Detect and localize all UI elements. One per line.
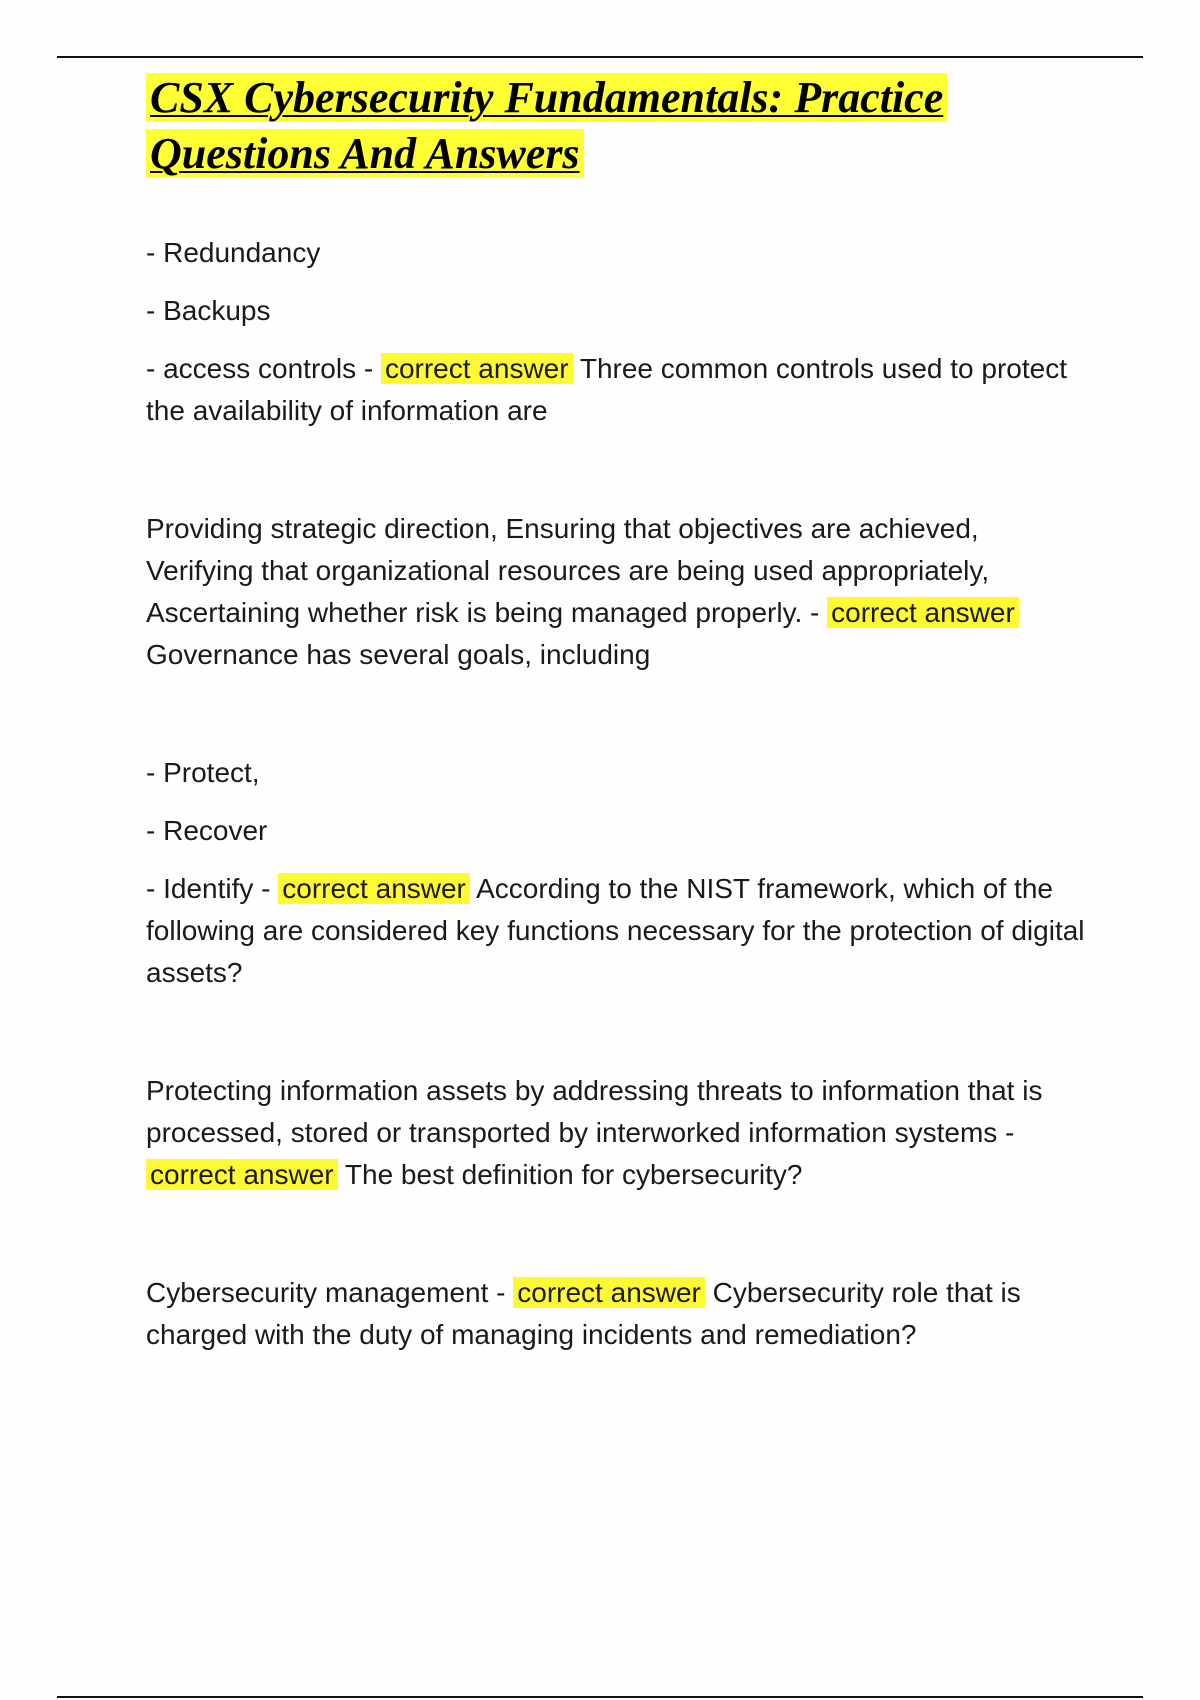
question-text: Governance has several goals, including: [146, 639, 651, 670]
answer-text: Providing strategic direction, Ensuring that objectives are achieved, Verifying that organizational resources are being used appropriately, Ascertaining whether risk is being managed properly. -: [146, 513, 990, 628]
answer-text: Cybersecurity management -: [146, 1277, 514, 1308]
qa-item-4: [146, 1070, 1086, 1196]
answer-line: - Backups: [146, 295, 271, 326]
question-text: Cybersecurity role that is charged with the duty of managing incidents and remediation?: [146, 1277, 1021, 1350]
title-line-1: CSX Cybersecurity Fundamentals: Practice: [146, 73, 947, 122]
correct-answer-highlight: correct answer: [827, 597, 1019, 628]
qa-text: [146, 1272, 1086, 1356]
qa-text: [146, 348, 1086, 432]
answer-line: - access controls -: [146, 353, 381, 384]
top-rule: [57, 56, 1143, 58]
correct-answer-highlight: correct answer: [278, 873, 470, 904]
qa-text: [146, 868, 1086, 994]
question-text: Three common controls used to protect the availability of information are: [146, 353, 1067, 426]
title-line-2: Questions And Answers: [146, 129, 584, 178]
answer-line: - Recover: [146, 815, 268, 846]
question-text: According to the NIST framework, which of the following are considered key functions necessary for the protection of digital assets?: [146, 873, 1085, 988]
qa-item-5: [146, 1272, 1086, 1356]
answer-line: - Protect,: [146, 757, 260, 788]
qa-item-1: [146, 232, 1086, 432]
bottom-rule: [57, 1696, 1143, 1698]
document-body: [146, 70, 1086, 1356]
qa-text: [146, 1070, 1086, 1196]
qa-item-2: [146, 508, 1086, 676]
answer-line: - Redundancy: [146, 237, 321, 268]
correct-answer-highlight: correct answer: [146, 1159, 338, 1190]
correct-answer-highlight: correct answer: [513, 1277, 705, 1308]
document-title: [146, 70, 1086, 182]
question-text: The best definition for cybersecurity?: [344, 1159, 803, 1190]
answer-line: - Identify -: [146, 873, 279, 904]
answer-text: Protecting information assets by addressing threats to information that is processed, stored or transported by interworked information systems -: [146, 1075, 1043, 1148]
qa-text: [146, 508, 1086, 676]
correct-answer-highlight: correct answer: [381, 353, 573, 384]
qa-item-3: [146, 752, 1086, 994]
